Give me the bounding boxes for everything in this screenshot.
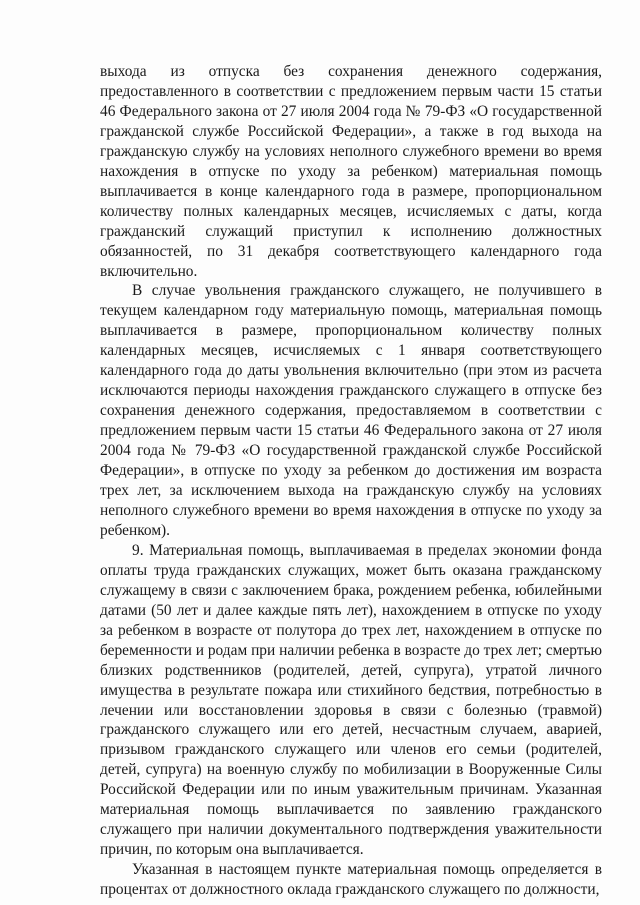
- paragraph-item-9: 9. Материальная помощь, выплачиваемая в пределах экономии фонда оплаты труда гражданских служащих, может быть оказана гражданскому служащему в связи с заключением брака, рождением ребенка, юбилейными датами (50 лет и далее каждые пять лет), нахождением в отпуске по уходу за ребенком в возрасте от полутора до трех лет, нахождением в отпуске по беременности и родам при наличии ребенка в возрасте до трех лет; смертью близких родственников (родителей, детей, супруга), утратой личного имущества в результате пожара или стихийного бедствия, потребностью в лечении или восстановлении здоровья в связи с болезнью (травмой) гражданского служащего или его детей, несчастным случаем, аварией, призывом гражданского служащего или членов его семьи (родителей, детей, супруга) на военную службу по мобилизации в Вооруженные Силы Российской Федерации или по иным уважительным причинам. Указанная материальная помощь выплачивается по заявлению гражданского служащего при наличии документального подтверждения уважительности причин, по которым она выплачивается.: [100, 541, 602, 859]
- document-body: [100, 62, 602, 900]
- paragraph-dismissal: В случае увольнения гражданского служащего, не получившего в текущем календарном году материальную помощь, материальная помощь выплачивается в размере, пропорциональном количеству полных календарных месяцев, исчисляемых с 1 января соответствующего календарного года до даты увольнения включительно (при этом из расчета исключаются периоды нахождения гражданского служащего в отпуске без сохранения денежного содержания, предоставляемом в соответствии с предложением первым части 15 статьи 46 Федерального закона от 27 июля 2004 года № 79-ФЗ «О государственной гражданской службе Российской Федерации», в отпуске по уходу за ребенком до достижения им возраста трех лет, за исключением выхода на гражданскую службу на условиях неполного служебного времени во время нахождения в отпуске по уходу за ребенком).: [100, 282, 602, 539]
- paragraph-percent: Указанная в настоящем пункте материальная помощь определяется в процентах от должностного оклада гражданского служащего по должности,: [100, 861, 602, 899]
- paragraph-continuation: выхода из отпуска без сохранения денежного содержания, предоставленного в соответствии с предложением первым части 15 статьи 46 Федерального закона от 27 июля 2004 года № 79-ФЗ «О государственной гражданской службе Российской Федерации», а также в год выхода на гражданскую службу на условиях неполного служебного времени во время нахождения в отпуске по уходу за ребенком) материальная помощь выплачивается в конце календарного года в размере, пропорциональном количеству полных календарных месяцев, исчисляемых с даты, когда гражданский служащий приступил к исполнению должностных обязанностей, по 31 декабря соответствующего календарного года включительно.: [100, 63, 602, 280]
